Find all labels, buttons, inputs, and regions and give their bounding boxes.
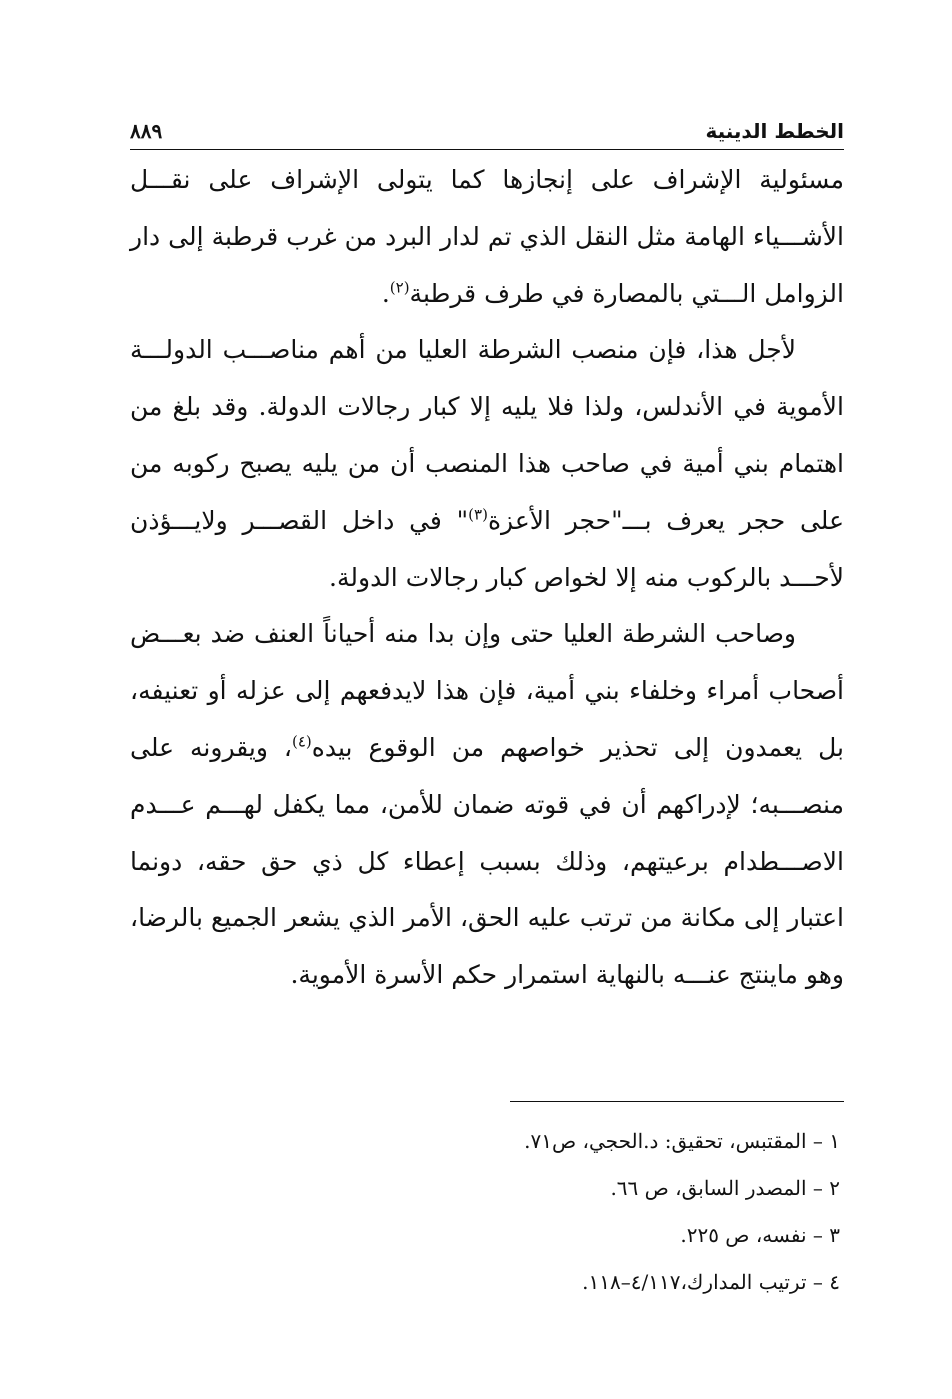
footnote-3: ٣ – نفسه، ص ٢٢٥. — [680, 1223, 840, 1247]
paragraph-1 — [130, 152, 844, 322]
footnote-divider — [510, 1101, 844, 1102]
paragraph-1-tail: . — [381, 278, 390, 308]
paragraph-2-tail: " في داخل القصـــر ولايـــؤذن لأحـــد بالركوب منه إلا لخواص كبار رجالات الدولة. — [130, 505, 844, 592]
paragraph-2-text: لأجل هذا، فإن منصب الشرطة العليا من أهم مناصـــب الدولـــة الأموية في الأندلس، ولذا فلا يليه إلا كبار رجالات الدولة. وقد بلغ من اهتمام بني أمية في صاحب هذا المنصب أن من يليه يصبح ركوبه من على حجر يعرف بـــ"حجر الأعزة — [130, 335, 844, 535]
footnote-ref-4: (٤) — [291, 732, 312, 751]
paragraph-3-tail: ، ويقرونه على منصـــبه؛ لإدراكهم أن في قوته ضمان للأمن، مما يكفل لهـــم عـــدم الاصـــطدام برعيتهم، وذلك بسبب إعطاء كل ذي حق حقه، دونما اعتبار إلى مكانة من ترتب عليه الحق، الأمر الذي يشعر الجميع بالرضا، وهو ماينتج عنـــه بالنهاية استمرار حكم الأسرة الأموية. — [130, 732, 844, 990]
paragraph-1-text: مسئولية الإشراف على إنجازها كما يتولى الإشراف على نقـــل الأشـــياء الهامة مثل النقل الذي تم لدار البرد من غرب قرطبة إلى دار الزوامل الـــتي بالمصارة في طرف قرطبة — [130, 165, 844, 308]
running-title: الخطط الدينية — [705, 119, 844, 143]
page-header — [130, 114, 844, 148]
footnote-ref-3: (٣) — [468, 505, 488, 524]
paragraph-2 — [130, 322, 844, 606]
paragraph-3-text: وصاحب الشرطة العليا حتى وإن بدا منه أحياناً العنف ضد بعـــض أصحاب أمراء وخلفاء بني أمية، فإن هذا لايدفعهم إلى عزله أو تعنيفه، بل يعمدون إلى تحذير خواصهم من الوقوع بيده — [130, 619, 844, 762]
body-text — [130, 152, 844, 1004]
page-number: ٨٨٩ — [130, 119, 163, 143]
footnotes — [430, 1118, 840, 1306]
footnote-1: ١ – المقتبس، تحقيق: د.الحجي، ص٧١. — [524, 1129, 840, 1153]
footnote-ref-2: (٢) — [389, 278, 410, 297]
footnote-2: ٢ – المصدر السابق، ص ٦٦. — [610, 1176, 840, 1200]
footnote-4: ٤ – ترتيب المدارك،٤/١١٧–١١٨. — [582, 1270, 840, 1294]
paragraph-3 — [130, 606, 844, 1004]
header-divider — [130, 149, 844, 150]
